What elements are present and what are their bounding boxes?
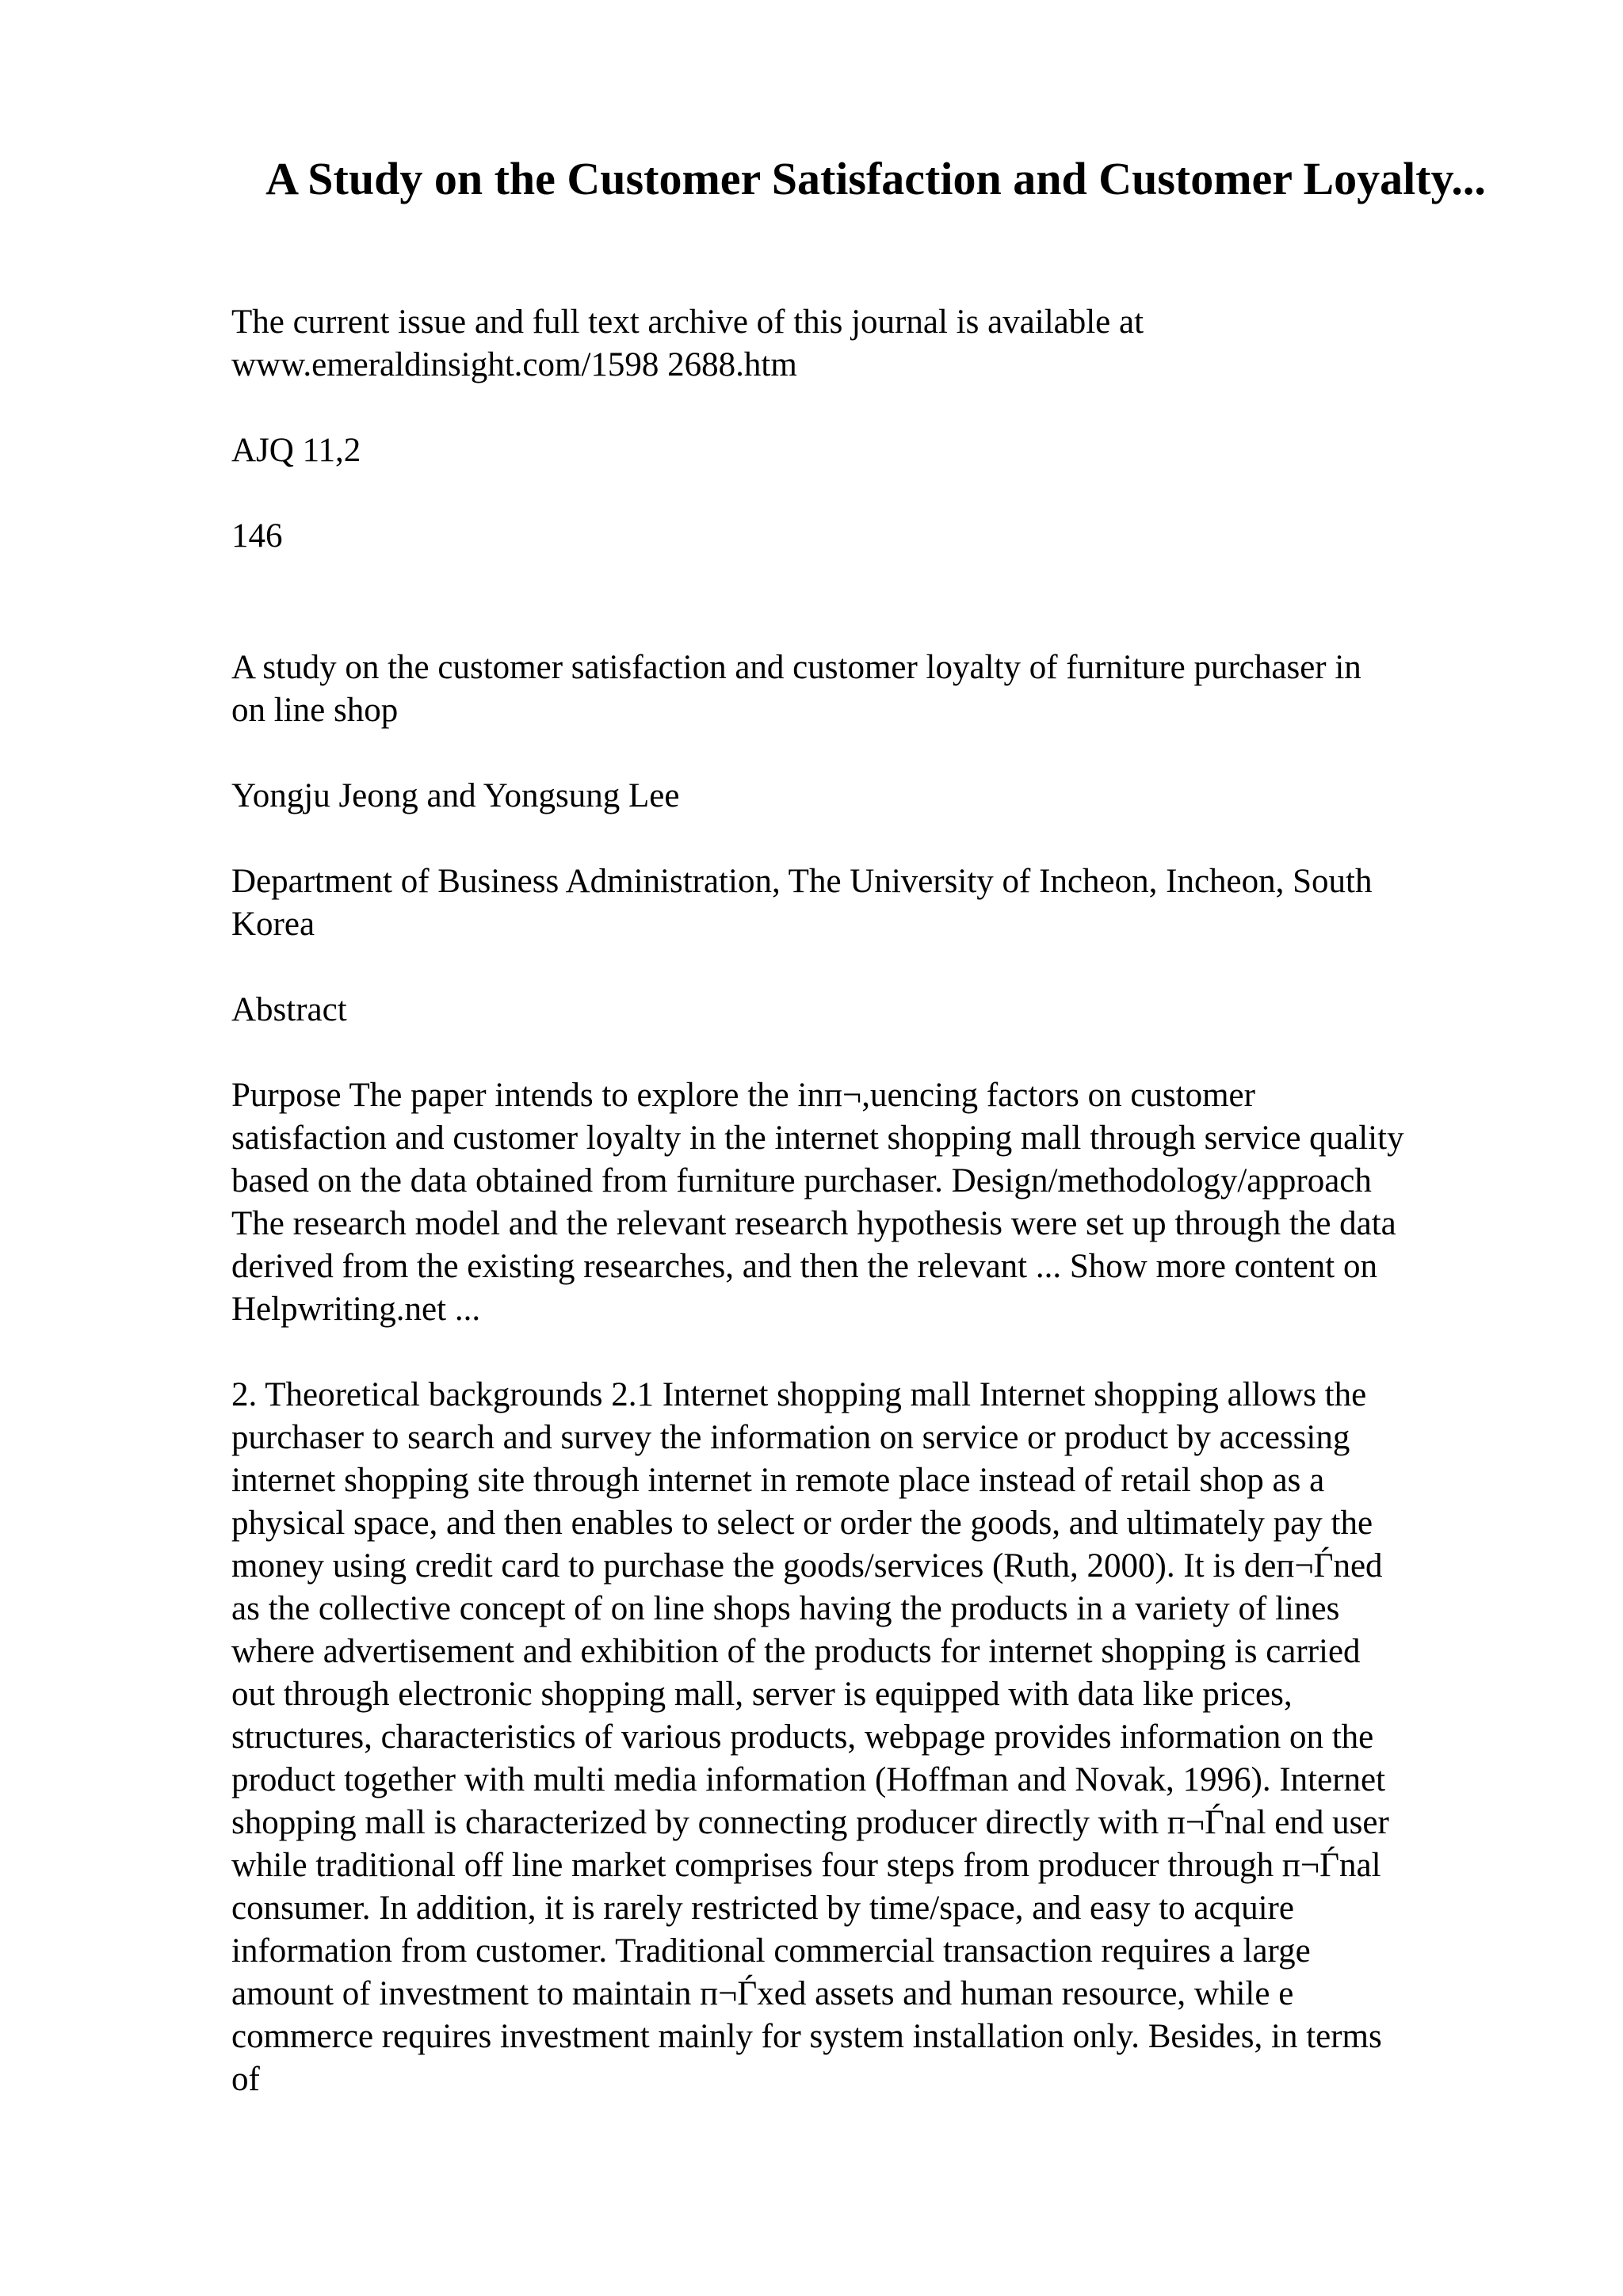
section-text: 2. Theoretical backgrounds 2.1 Internet shopping mall Internet shopping allows the purchaser to search and survey the information on service or product by accessing internet shopping site through internet in remote place instead of retail shop as a physical space, and then enables to select or order the goods, and ultimately pay the money using credit card to purchase the goods/services (Ruth, 2000). It is deп¬Ѓned as the collective concept of on line shops having the products in a variety of lines where advertisement and exhibition of the products for internet shopping is carried out through electronic shopping mall, server is equipped with data like prices, structures, characteristics of various products, webpage provides information on the product together with multi media information (Hoffman and Novak, 1996). Internet shopping mall is characterized by connecting producer directly with п¬Ѓnal end user while traditional off line market comprises four steps from producer through п¬Ѓnal consumer. In addition, it is rarely restricted by time/space, and easy to acquire information from customer. Traditional commercial transaction requires a large amount of investment to maintain п¬Ѓxed assets and human resource, while e commerce requires investment mainly for system installation only. Besides, in terms of [231,1376,1389,2098]
authors: Yongju Jeong and Yongsung Lee [231,777,680,814]
main-text [231,604,1515,2144]
journal-reference: AJQ 11,2 [231,432,361,469]
page-number: 146 [231,517,283,555]
document-title: A Study on the Customer Satisfaction and Customer Loyalty... [265,153,1486,204]
journal-source-note: The current issue and full text archive of this journal is available at www.emeraldinsight.com/1598 2688.htm [231,303,1144,383]
abstract-text: Purpose The paper intends to explore the inп¬,uencing factors on customer satisfaction and customer loyalty in the internet shopping mall through service quality based on the data obtained from furniture purchaser. Design/methodology/approach The research model and the relevant research hypothesis were set up through the data derived from the existing researches, and then the relevant ... Show more content on Helpwriting.net ... [231,1077,1404,1328]
paper-title: A study on the customer satisfaction and customer loyalty of furniture purchaser in on line shop [231,649,1361,729]
abstract-heading: Abstract [231,991,347,1028]
affiliation: Department of Business Administration, The University of Incheon, Incheon, South Korea [231,863,1373,943]
